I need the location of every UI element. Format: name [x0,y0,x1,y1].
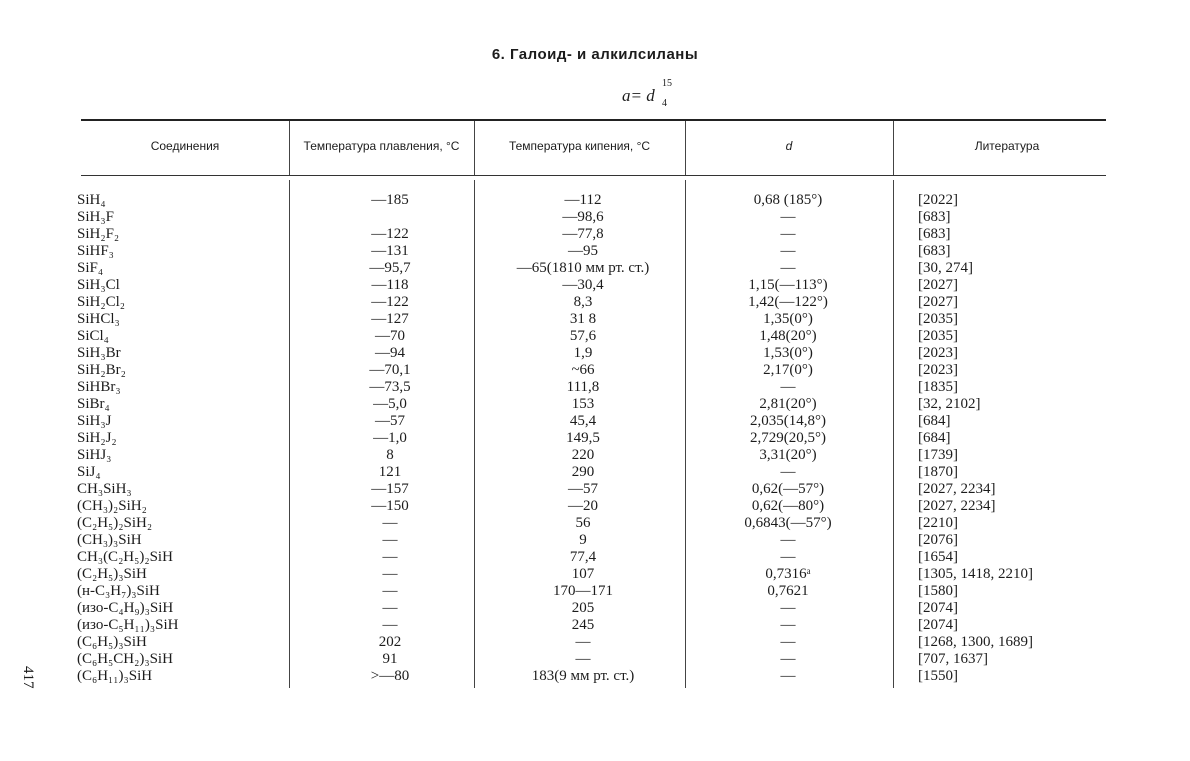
table-row [0,566,1190,583]
boiling-point-cell: 183(9 мм рт. ст.) [531,668,635,684]
compound-cell: (н-C₃H₇)₃SiH [77,583,160,599]
boiling-point-cell: 57,6 [569,328,597,344]
literature-cell: [1835] [918,379,958,395]
table-row [0,345,1190,362]
table-row [0,583,1190,600]
table-row [0,668,1190,685]
melting-point-cell: —150 [371,498,409,514]
header-boiling-point: Температура кипения, °С [508,139,651,153]
literature-cell: [1550] [918,668,958,684]
compound-cell: SiH₃Br [77,345,121,361]
density-cell: — [780,243,796,259]
density-cell: — [780,226,796,242]
density-cell: 0,6843(—57°) [744,515,832,531]
table-row [0,617,1190,634]
literature-cell: [2022] [918,192,958,208]
compound-cell: (изо-C₄H₉)₃SiH [77,600,174,616]
table-row [0,651,1190,668]
density-cell: — [780,617,796,633]
table-row [0,260,1190,277]
boiling-point-cell: 170—171 [553,583,613,599]
density-cell: 0,62(—80°) [751,498,825,514]
compound-cell: SiH₄ [77,192,106,208]
table-row [0,481,1190,498]
literature-cell: [2023] [918,362,958,378]
compound-cell: CH₃(C₂H₅)₂SiH [77,549,173,565]
page-title: 6. Галоид- и алкилсиланы [491,46,699,63]
melting-point-cell: — [382,549,398,565]
melting-point-cell: — [382,515,398,531]
literature-cell: [683] [918,243,951,259]
literature-cell: [2027] [918,294,958,310]
table-top-rule [81,119,1106,121]
literature-cell: [683] [918,226,951,242]
compound-cell: SiH₂J₂ [77,430,117,446]
boiling-point-cell: 149,5 [566,430,600,446]
literature-cell: [1870] [918,464,958,480]
literature-cell: [30, 274] [918,260,973,276]
density-cell: 2,729(20,5°) [750,430,826,446]
literature-cell: [707, 1637] [918,651,988,667]
density-cell: 1,35(0°) [763,311,813,327]
melting-point-cell: —5,0 [373,396,407,412]
boiling-point-cell: 111,8 [566,379,600,395]
melting-point-cell: —95,7 [369,260,411,276]
compound-cell: CH₃SiH₃ [77,481,132,497]
boiling-point-cell: —57 [568,481,598,497]
boiling-point-cell: —112 [564,192,602,208]
density-formula [622,78,672,109]
compound-cell: SiHJ₃ [77,447,112,463]
boiling-point-cell: — [575,651,591,667]
boiling-point-cell: 245 [571,617,595,633]
compound-cell: SiHBr₃ [77,379,121,395]
melting-point-cell: —118 [371,277,409,293]
table-header-rule [81,175,1106,176]
table-row [0,634,1190,651]
formula-subscript: 4 [662,98,667,109]
table-row [0,413,1190,430]
literature-cell: [2074] [918,617,958,633]
literature-cell: [1305, 1418, 2210] [918,566,1033,582]
table-row [0,328,1190,345]
melting-point-cell: >—80 [370,668,410,684]
density-cell: 1,48(20°) [759,328,817,344]
table-row [0,430,1190,447]
melting-point-cell: —185 [371,192,409,208]
header-density: d [785,139,793,153]
boiling-point-cell: 205 [571,600,595,616]
table-row [0,464,1190,481]
boiling-point-cell: —30,4 [562,277,604,293]
density-cell: 1,15(—113°) [748,277,828,293]
header-melting-point: Температура плавления, °С [303,139,460,153]
boiling-point-cell: 77,4 [569,549,597,565]
page-number: 417 [20,666,36,689]
literature-cell: [2076] [918,532,958,548]
table-row [0,532,1190,549]
table-row [0,498,1190,515]
header-compound: Соединения [150,139,220,153]
literature-cell: [2210] [918,515,958,531]
melting-point-cell: —122 [371,226,409,242]
density-cell: 1,42(—122°) [748,294,828,310]
boiling-point-cell: 1,9 [573,345,593,361]
compound-cell: (C₆H₅)₃SiH [77,634,147,650]
melting-point-cell: 8 [386,447,394,463]
formula-base: a= d [622,86,655,105]
compound-cell: SiBr₄ [77,396,110,412]
table-row [0,277,1190,294]
compound-cell: SiHF₃ [77,243,114,259]
table-row [0,294,1190,311]
melting-point-cell: 121 [378,464,402,480]
melting-point-cell: — [382,583,398,599]
compound-cell: SiHCl₃ [77,311,120,327]
boiling-point-cell: 220 [571,447,595,463]
melting-point-cell: —73,5 [369,379,411,395]
table-row [0,362,1190,379]
density-cell: — [780,600,796,616]
density-cell: — [780,209,796,225]
boiling-point-cell: 290 [571,464,595,480]
table-row [0,447,1190,464]
literature-cell: [1654] [918,549,958,565]
literature-cell: [32, 2102] [918,396,981,412]
boiling-point-cell: —98,6 [562,209,604,225]
boiling-point-cell: — [575,634,591,650]
boiling-point-cell: 107 [571,566,595,582]
melting-point-cell: — [382,600,398,616]
boiling-point-cell: 56 [575,515,591,531]
formula-superscript: 15 [662,78,672,89]
melting-point-cell: 202 [378,634,402,650]
density-cell: — [780,668,796,684]
compound-cell: (CH₃)₂SiH₂ [77,498,147,514]
melting-point-cell: —157 [371,481,409,497]
compound-cell: SiH₂Cl₂ [77,294,125,310]
compound-cell: SiH₃J [77,413,112,429]
literature-cell: [2074] [918,600,958,616]
compound-cell: (C₆H₅CH₂)₃SiH [77,651,173,667]
table-row [0,226,1190,243]
boiling-point-cell: 153 [571,396,595,412]
table-row [0,396,1190,413]
melting-point-cell: —70 [375,328,405,344]
compound-cell: (CH₃)₃SiH [77,532,142,548]
literature-cell: [684] [918,430,951,446]
table-row [0,243,1190,260]
table-row [0,379,1190,396]
boiling-point-cell: 31 8 [569,311,597,327]
table-row [0,311,1190,328]
table-row [0,515,1190,532]
density-cell: — [780,549,796,565]
density-cell: 0,68 (185°) [753,192,823,208]
literature-cell: [2023] [918,345,958,361]
compound-cell: (C₆H₁₁)₃SiH [77,668,153,684]
literature-cell: [1580] [918,583,958,599]
density-cell: — [780,260,796,276]
literature-cell: [2027] [918,277,958,293]
literature-cell: [2027, 2234] [918,481,996,497]
melting-point-cell: —127 [371,311,409,327]
compound-cell: SiH₃Cl [77,277,120,293]
density-cell: — [780,379,796,395]
compound-cell: SiH₃F [77,209,114,225]
boiling-point-cell: —65(1810 мм рт. ст.) [516,260,650,276]
density-cell: — [780,634,796,650]
boiling-point-cell: 45,4 [569,413,597,429]
melting-point-cell: — [382,532,398,548]
literature-cell: [683] [918,209,951,225]
literature-cell: [684] [918,413,951,429]
density-cell: — [780,464,796,480]
density-cell: 2,81(20°) [759,396,817,412]
boiling-point-cell: —95 [568,243,598,259]
compound-cell: SiF₄ [77,260,104,276]
header-literature: Литература [974,139,1040,153]
density-cell: 1,53(0°) [763,345,813,361]
compound-cell: SiH₂Br₂ [77,362,126,378]
table-row [0,192,1190,209]
density-cell: 0,7621 [767,583,809,599]
boiling-point-cell: —77,8 [562,226,604,242]
density-cell: 2,035(14,8°) [750,413,826,429]
compound-cell: (C₂H₅)₃SiH [77,566,147,582]
melting-point-cell: — [382,566,398,582]
melting-point-cell: —57 [375,413,405,429]
density-cell: 2,17(0°) [763,362,813,378]
melting-point-cell: —122 [371,294,409,310]
literature-cell: [1268, 1300, 1689] [918,634,1033,650]
melting-point-cell: —70,1 [369,362,411,378]
boiling-point-cell: 8,3 [573,294,593,310]
compound-cell: SiH₂F₂ [77,226,120,242]
density-cell: — [780,532,796,548]
literature-cell: [2027, 2234] [918,498,996,514]
compound-cell: SiCl₄ [77,328,109,344]
literature-cell: [2035] [918,311,958,327]
literature-cell: [1739] [918,447,958,463]
melting-point-cell: 91 [382,651,398,667]
boiling-point-cell: 9 [579,532,587,548]
compound-cell: (C₂H₅)₂SiH₂ [77,515,153,531]
density-cell: 3,31(20°) [759,447,817,463]
boiling-point-cell: —20 [568,498,598,514]
boiling-point-cell: ~66 [571,362,595,378]
density-cell: 0,62(—57°) [751,481,825,497]
melting-point-cell: —94 [375,345,405,361]
compound-cell: (изо-C₅H₁₁)₃SiH [77,617,179,633]
density-cell: 0,7316ᵃ [765,566,811,582]
table-row [0,209,1190,226]
melting-point-cell: —1,0 [373,430,407,446]
melting-point-cell: —131 [371,243,409,259]
compound-cell: SiJ₄ [77,464,101,480]
table-row [0,600,1190,617]
melting-point-cell: — [382,617,398,633]
density-cell: — [780,651,796,667]
literature-cell: [2035] [918,328,958,344]
table-row [0,549,1190,566]
